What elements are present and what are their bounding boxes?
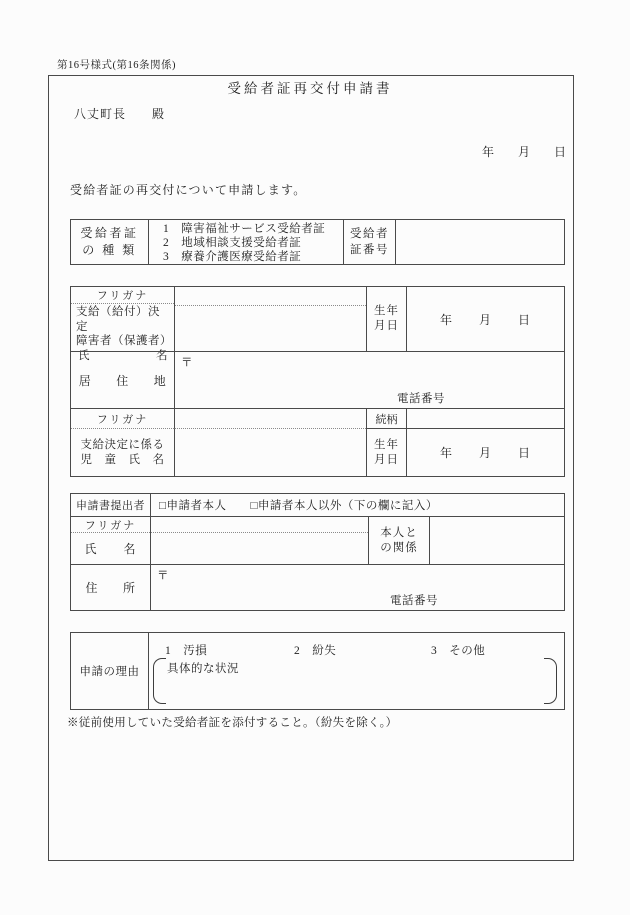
certificate-type-options-cell (148, 220, 343, 264)
situation-bracket-left-icon (153, 658, 166, 704)
grantee-birthdate-label-line1: 生年 (374, 305, 399, 317)
relation-field (406, 408, 564, 429)
date-line: 年 月 日 (482, 145, 567, 159)
grantee-birthdate-label-cell (366, 287, 406, 351)
grantee-table (70, 286, 565, 477)
certificate-type-label-line1: 受給者証 (80, 226, 139, 240)
submitter-postal-mark: 〒 (157, 570, 169, 582)
reason-content-cell (148, 633, 564, 709)
grantee-name-label-line2: 障害者（保護者） (76, 335, 172, 347)
submitter-relation-label-line2: の関係 (380, 541, 418, 554)
grantee-birthdate-label-line2: 月日 (374, 320, 399, 332)
grantee-name-label-line1: 支給（給付）決定 (76, 306, 160, 333)
certificate-type-table (70, 219, 565, 265)
child-furigana-label: フリガナ (71, 408, 174, 429)
submitter-row-label: 申請書提出者 (76, 500, 145, 512)
reason-option-2: 2 紛失 (294, 645, 337, 657)
submitter-relation-field (429, 516, 564, 564)
submitter-relation-label-cell (368, 516, 429, 564)
reason-label: 申請の理由 (79, 666, 140, 678)
submitter-address-field (150, 564, 564, 610)
addressee-line: 八丈町長 殿 (74, 107, 166, 121)
reason-option-1: 1 汚損 (165, 645, 208, 657)
situation-label: 具体的な状況 (167, 663, 239, 675)
child-furigana-field (174, 408, 366, 429)
grantee-name-label-shi: 氏 (78, 349, 90, 362)
child-birthdate-field: 年 月 日 (406, 429, 564, 476)
child-name-label-cell (71, 429, 174, 476)
attachment-note: ※従前使用していた受給者証を添付すること。（紛失を除く。） (67, 717, 398, 729)
residence-postal-mark: 〒 (181, 357, 193, 369)
residence-field (174, 351, 564, 408)
form-number-label: 第16号様式(第16条関係) (57, 60, 176, 71)
submitter-table (70, 493, 565, 611)
submitter-furigana-label: フリガナ (71, 517, 150, 533)
submitter-phone-label: 電話番号 (390, 595, 438, 607)
certificate-number-label-line2: 証番号 (350, 244, 389, 256)
grantee-furigana-label: フリガナ (71, 287, 174, 304)
submitter-relation-label-line1: 本人と (380, 526, 418, 539)
child-birthdate-label-line2: 月日 (374, 453, 399, 466)
residence-phone-label: 電話番号 (397, 393, 445, 405)
form-title: 受給者証再交付申請書 (227, 81, 393, 96)
certificate-option-1: 1 障害福祉サービス受給者証 (163, 223, 326, 235)
situation-bracket-right-icon (544, 658, 557, 704)
certificate-number-field (395, 220, 564, 264)
submitter-name-field (150, 516, 368, 564)
submitter-address-label: 住 所 (71, 564, 150, 610)
child-name-label-line2: 児 童 氏 名 (80, 453, 165, 466)
declaration-text: 受給者証の再交付について申請します。 (70, 183, 307, 197)
grantee-name-label-cell (71, 287, 174, 362)
certificate-number-label-line1: 受給者 (350, 228, 389, 240)
certificate-type-label-line2: の 種 類 (82, 243, 137, 257)
residence-label: 居 住 地 (71, 351, 174, 408)
child-name-label-line1: 支給決定に係る (80, 438, 165, 451)
grantee-furigana-field (175, 287, 366, 306)
certificate-option-3: 3 療養介護医療受給者証 (163, 251, 302, 264)
child-birthdate-label-cell (366, 429, 406, 476)
reason-table (70, 632, 565, 710)
child-name-field (174, 429, 366, 476)
child-birthdate-label-line1: 生年 (374, 438, 399, 451)
certificate-type-label-cell (71, 220, 148, 264)
relation-label: 続柄 (366, 408, 406, 429)
submitter-type-checkboxes: □申請者本人 □申請者本人以外（下の欄に記入） (150, 494, 564, 516)
grantee-name-field (174, 287, 366, 351)
certificate-option-2: 2 地域相談支援受給者証 (163, 237, 302, 250)
submitter-name-label-cell (71, 516, 150, 564)
grantee-name-label-mei: 名 (156, 349, 168, 362)
submitter-furigana-field (151, 517, 368, 533)
reason-option-3: 3 その他 (431, 645, 486, 657)
grantee-birthdate-field: 年 月 日 (406, 287, 564, 351)
certificate-number-label-cell (343, 220, 395, 264)
submitter-name-label: 氏 名 (84, 542, 137, 556)
